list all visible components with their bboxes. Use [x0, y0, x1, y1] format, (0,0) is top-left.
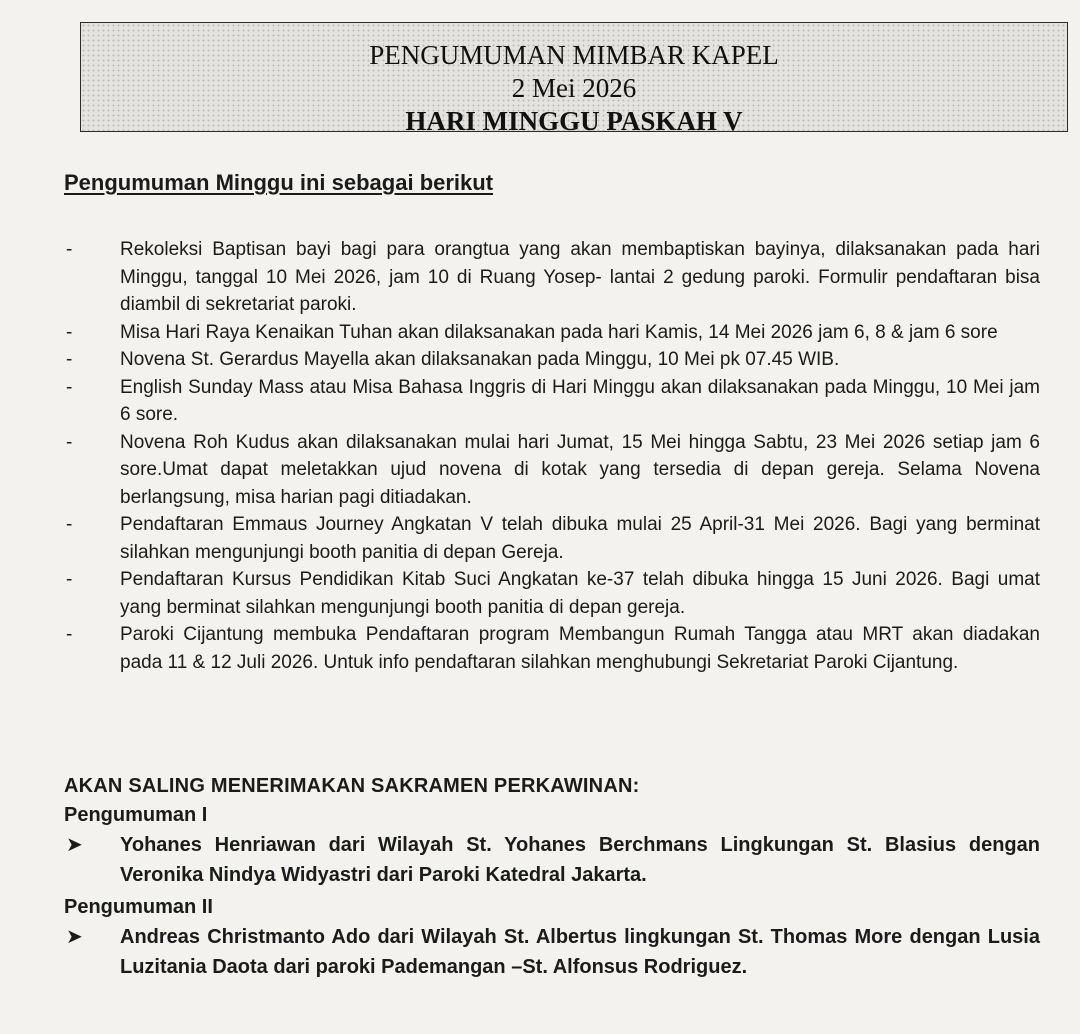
- dash-bullet-icon: -: [66, 239, 73, 260]
- header-occasion: HARI MINGGU PASKAH V: [405, 106, 743, 136]
- dash-bullet-icon: -: [66, 376, 73, 398]
- announcement-item: [64, 566, 1040, 621]
- dash-bullet-icon: -: [66, 514, 73, 535]
- arrow-bullet-icon: ➤: [66, 834, 83, 856]
- announcement-text: Novena Roh Kudus akan dilaksanakan mulai hari Jumat, 15 Mei hingga Sabtu, 23 Mei 2026 setiap jam 6 sore.Umat dapat meletakkan ujud novena di kotak yang tersedia di depan gereja. Selama Novena berlangsung, misa harian pagi ditiadakan.: [120, 431, 1040, 508]
- announcement-text: Misa Hari Raya Kenaikan Tuhan akan dilaksanakan pada hari Kamis, 14 Mei 2026 jam 6, 8 & jam 6 sore: [120, 321, 998, 343]
- announcement-item: [64, 429, 1040, 512]
- announcement-text: Rekoleksi Baptisan bayi bagi para orangtua yang akan membaptiskan bayinya, dilaksanakan pada hari Minggu, tanggal 10 Mei 2026, jam 10 di Ruang Yosep- lantai 2 gedung paroki. Formulir pendaftaran bisa diambil di sekretariat paroki.: [120, 239, 1040, 315]
- dash-bullet-icon: -: [66, 624, 73, 645]
- couple-text: Yohanes Henriawan dari Wilayah St. Yohanes Berchmans Lingkungan St. Blasius dengan Veronika Nindya Widyastri dari Paroki Katedral Jakarta.: [120, 834, 1040, 886]
- couple-text: Andreas Christmanto Ado dari Wilayah St. Albertus lingkungan St. Thomas More dengan Lusia Luzitania Daota dari paroki Pademangan –St. Alfonsus Rodriguez.: [120, 926, 1040, 978]
- first-announcement-label: Pengumuman I: [64, 804, 208, 826]
- announcement-item: [64, 319, 1040, 347]
- section-heading: Pengumuman Minggu ini sebagai berikut: [64, 170, 494, 195]
- announcement-item: [64, 346, 1040, 374]
- header-title: PENGUMUMAN MIMBAR KAPEL: [369, 40, 779, 70]
- dash-bullet-icon: -: [66, 569, 73, 590]
- announcement-header: [80, 22, 1068, 136]
- dash-bullet-icon: -: [66, 431, 73, 453]
- announcement-list: [64, 236, 1040, 676]
- marriage-section: [64, 772, 1040, 984]
- dash-bullet-icon: -: [66, 321, 73, 343]
- announcement-text: Pendaftaran Kursus Pendidikan Kitab Suci Angkatan ke-37 telah dibuka hingga 15 Juni 2026. Bagi umat yang berminat silahkan mengunjungi booth panitia di depan gereja.: [120, 569, 1040, 618]
- announcement-item: [64, 374, 1040, 429]
- announcement-item: [64, 511, 1040, 566]
- couple-entry: [64, 830, 1040, 890]
- second-announcement-label: Pengumuman II: [64, 896, 213, 918]
- arrow-bullet-icon: ➤: [66, 926, 83, 948]
- couple-entry: [64, 922, 1040, 982]
- announcement-text: Novena St. Gerardus Mayella akan dilaksanakan pada Minggu, 10 Mei pk 07.45 WIB.: [120, 349, 840, 370]
- marriage-heading: AKAN SALING MENERIMAKAN SAKRAMEN PERKAWINAN:: [64, 775, 640, 797]
- header-date: 2 Mei 2026: [511, 73, 637, 103]
- dash-bullet-icon: -: [66, 349, 73, 370]
- announcement-item: [64, 236, 1040, 319]
- announcement-text: Paroki Cijantung membuka Pendaftaran program Membangun Rumah Tangga atau MRT akan diadakan pada 11 & 12 Juli 2026. Untuk info pendaftaran silahkan menghubungi Sekretariat Paroki Cijantung.: [120, 624, 1040, 673]
- announcement-text: Pendaftaran Emmaus Journey Angkatan V telah dibuka mulai 25 April-31 Mei 2026. Bagi yang berminat silahkan mengunjungi booth panitia di depan Gereja.: [120, 514, 1040, 563]
- announcement-text: English Sunday Mass atau Misa Bahasa Inggris di Hari Minggu akan dilaksanakan pada Minggu, 10 Mei jam 6 sore.: [120, 376, 1040, 425]
- announcement-item: [64, 621, 1040, 676]
